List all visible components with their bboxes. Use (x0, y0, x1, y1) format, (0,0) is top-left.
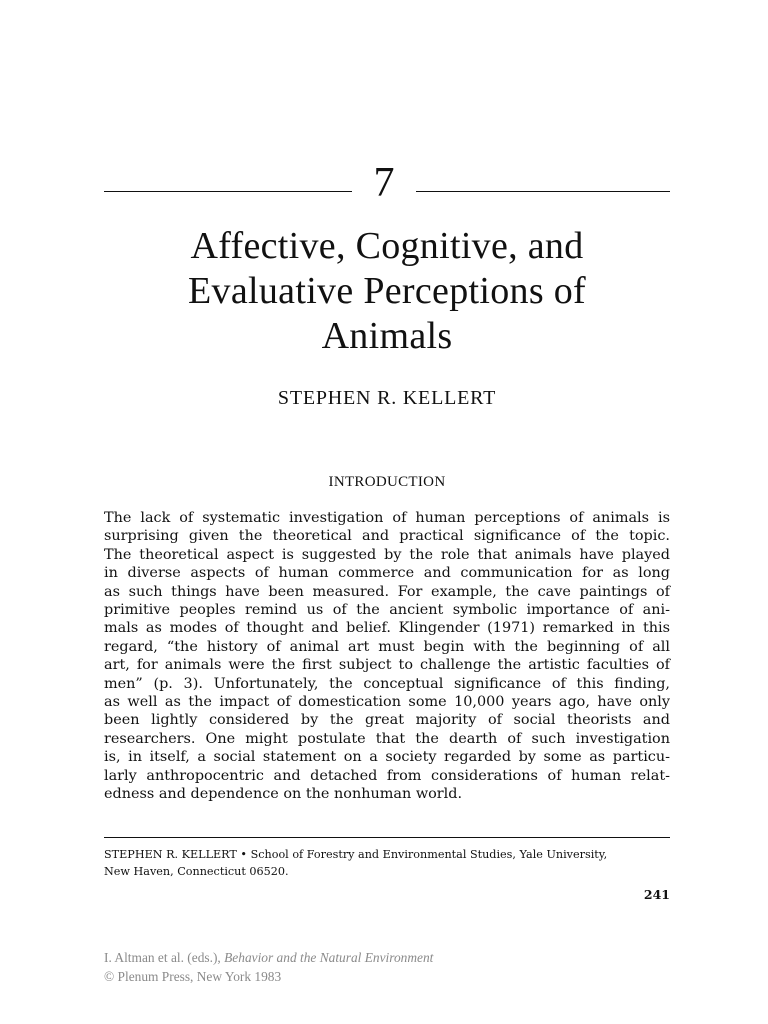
paragraph-line: mals as modes of thought and belief. Klingender (1971) remarked in this (104, 620, 670, 637)
chapter-rule-right (416, 191, 670, 192)
imprint-line (104, 948, 604, 967)
body-paragraph (104, 509, 670, 804)
chapter-number: 7 (373, 160, 395, 206)
section-heading: INTRODUCTION (328, 474, 446, 490)
author-affiliation-footnote (104, 846, 670, 880)
footnote-line: New Haven, Connecticut 06520. (104, 865, 289, 878)
chapter-rule-left (104, 191, 352, 192)
paragraph-line: men” (p. 3). Unfortunately, the conceptual significance of this finding, (104, 675, 670, 692)
imprint-copyright: © Plenum Press, New York 1983 (104, 969, 282, 984)
paragraph-line: art, for animals were the first subject to challenge the artistic faculties of (104, 657, 670, 674)
chapter-header (104, 160, 670, 206)
page-number: 241 (643, 887, 670, 902)
paragraph-line: primitive peoples remind us of the ancient symbolic importance of ani- (104, 602, 670, 619)
paragraph-line: The lack of systematic investigation of human perceptions of animals is (104, 510, 670, 526)
chapter-title-line: Affective, Cognitive, and (190, 225, 584, 267)
paragraph-line: been lightly considered by the great majority of social theorists and (104, 712, 670, 729)
paragraph-line: researchers. One might postulate that the dearth of such investigation (104, 730, 670, 747)
paragraph-line: in diverse aspects of human commerce and communication for as long (104, 565, 670, 582)
paragraph-line: regard, “the history of animal art must begin with the beginning of all (104, 638, 670, 655)
paragraph-line: The theoretical aspect is suggested by the role that animals have played (104, 546, 670, 563)
paragraph-line: as well as the impact of domestication some 10,000 years ago, have only (104, 694, 670, 711)
chapter-title-line: Animals (321, 315, 453, 357)
publication-imprint (104, 948, 604, 986)
paragraph-line: as such things have been measured. For example, the cave paintings of (104, 583, 670, 600)
footnote-rule (104, 837, 670, 838)
footnote-line: STEPHEN R. KELLERT • School of Forestry and Environmental Studies, Yale University, (104, 848, 608, 861)
paragraph-line: larly anthropocentric and detached from considerations of human relat- (104, 767, 670, 784)
paragraph-line: surprising given the theoretical and practical significance of the topic. (104, 528, 670, 545)
chapter-title (104, 224, 670, 359)
chapter-author: STEPHEN R. KELLERT (277, 387, 497, 409)
paragraph-line: edness and dependence on the nonhuman world. (104, 786, 463, 803)
imprint-editors: I. Altman et al. (eds.), (104, 950, 225, 965)
chapter-title-line: Evaluative Perceptions of (188, 270, 586, 312)
imprint-book-title: Behavior and the Natural Environment (224, 950, 434, 965)
paragraph-line: is, in itself, a social statement on a society regarded by some as particu- (104, 749, 670, 766)
